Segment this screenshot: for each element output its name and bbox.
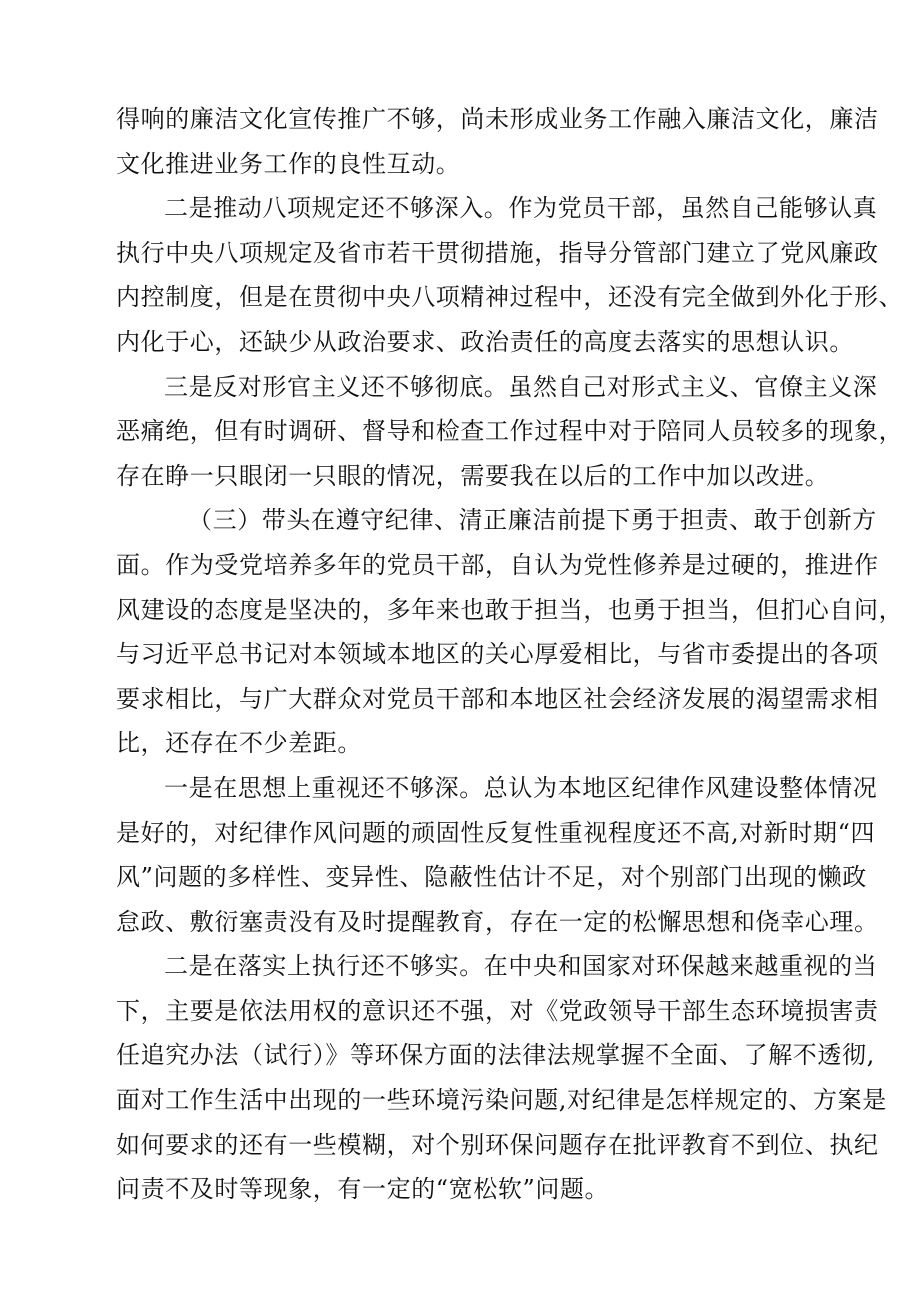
text-line: 风建设的态度是坚决的，多年来也敢于担当，也勇于担当，但扪心自问， [116, 595, 904, 624]
paragraph-3 [116, 365, 904, 499]
paragraph-5 [116, 766, 879, 944]
text-line: 下，主要是依法用权的意识还不强，对《党政领导干部生态环境损害责 [116, 996, 879, 1025]
text-line: 要求相比，与广大群众对党员干部和本地区社会经济发展的渴望需求相 [116, 684, 879, 713]
text-line: 如何要求的还有一些模糊，对个别环保问题存在批评教育不到位、执纪 [116, 1130, 879, 1159]
text-line: 任追究办法（试行）》等环保方面的法律法规掌握不全面、了解不透彻, [116, 1041, 875, 1070]
text-line: 执行中央八项规定及省市若干贯彻措施，指导分管部门建立了党风廉政 [116, 238, 879, 267]
text-line: 与习近平总书记对本领域本地区的关心厚爱相比，与省市委提出的各项 [116, 640, 879, 669]
text-line: 存在睁一只眼闭一只眼的情况，需要我在以后的工作中加以改进。 [116, 461, 830, 490]
text-line: 面。作为受党培养多年的党员干部，自认为党性修养是过硬的，推进作 [116, 550, 879, 579]
section-heading-line: （三）带头在遵守纪律、清正廉洁前提下勇于担责、敢于创新方 [188, 506, 877, 535]
text-line: 面对工作生活中出现的一些环境污染问题,对纪律是怎样规定的、方案是 [116, 1086, 887, 1115]
text-line: 文化推进业务工作的良性互动。 [116, 149, 461, 178]
text-line: 恶痛绝，但有时调研、督导和检查工作过程中对于陪同人员较多的现象， [116, 417, 904, 446]
text-line: 一是在思想上重视还不够深。总认为本地区纪律作风建设整体情况 [164, 773, 878, 802]
text-line: 二是推动八项规定还不够深入。作为党员干部，虽然自己能够认真 [164, 194, 878, 223]
text-line: 问责不及时等现象，有一定的“宽松软”问题。 [116, 1175, 610, 1204]
text-line: 得响的廉洁文化宣传推广不够，尚未形成业务工作融入廉洁文化，廉洁 [116, 105, 879, 133]
paragraph-1 [116, 97, 879, 186]
paragraph-2 [116, 186, 904, 364]
text-line: 内控制度，但是在贯彻中央八项精神过程中，还没有完全做到外化于形、 [116, 283, 904, 312]
text-line: 内化于心，还缺少从政治要求、政治责任的高度去落实的思想认识。 [116, 327, 854, 356]
text-line: 三是反对形官主义还不够彻底。虽然自己对形式主义、官僚主义深 [164, 372, 878, 401]
paragraph-6 [116, 944, 887, 1212]
text-line: 比，还存在不少差距。 [116, 729, 362, 758]
text-line: 风”问题的多样性、变异性、隐蔽性估计不足，对个别部门出现的懒政 [116, 863, 867, 892]
paragraph-4 [116, 498, 904, 766]
text-line: 是好的，对纪律作风问题的顽固性反复性重视程度还不高,对新时期“四 [116, 818, 876, 847]
text-line: 怠政、敷衍塞责没有及时提醒教育，存在一定的松懈思想和侥幸心理。 [116, 907, 879, 936]
text-line: 二是在落实上执行还不够实。在中央和国家对环保越来越重视的当 [164, 952, 878, 981]
document-body [116, 97, 904, 1212]
